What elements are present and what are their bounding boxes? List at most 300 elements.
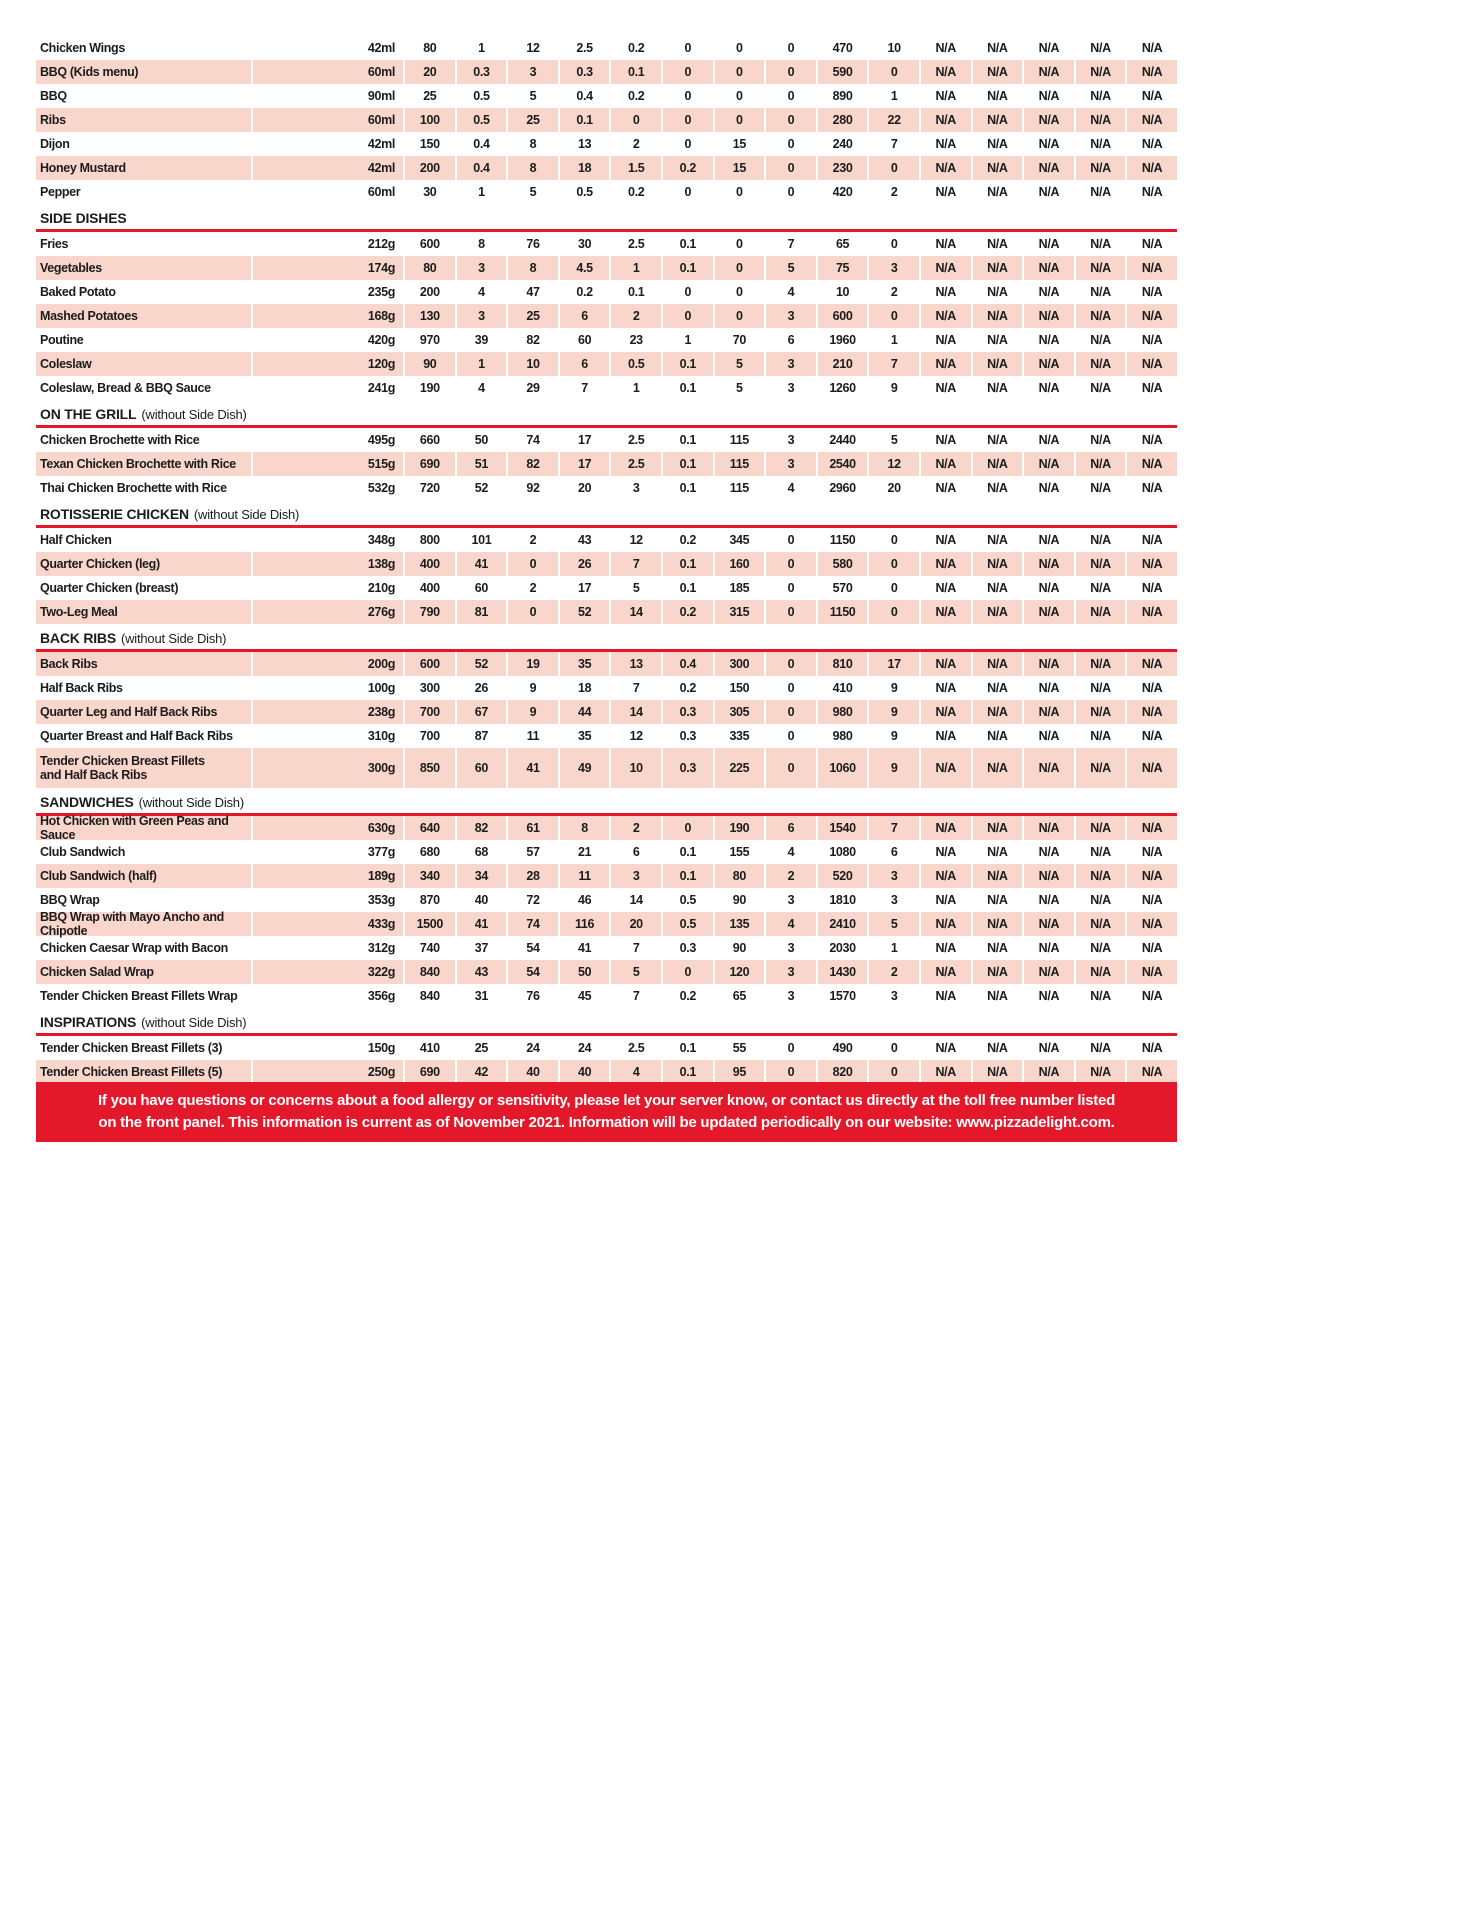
- nutrition-value: 115: [713, 476, 765, 500]
- nutrition-value: 0.2: [661, 600, 713, 624]
- nutrition-value: 1: [609, 376, 661, 400]
- nutrition-value: 24: [558, 1036, 610, 1060]
- nutrition-value: N/A: [1022, 452, 1074, 476]
- nutrition-value: 7: [867, 816, 919, 840]
- nutrition-value: 18: [558, 676, 610, 700]
- nutrition-value: 1: [455, 352, 507, 376]
- nutrition-value: N/A: [919, 528, 971, 552]
- nutrition-value: 680: [403, 840, 455, 864]
- nutrition-value: N/A: [1074, 676, 1126, 700]
- nutrition-value: 0.1: [661, 476, 713, 500]
- nutrition-value: N/A: [1022, 256, 1074, 280]
- nutrition-value: 3: [867, 864, 919, 888]
- nutrition-value: N/A: [1022, 960, 1074, 984]
- nutrition-value: 0: [764, 156, 816, 180]
- nutrition-value: N/A: [1074, 840, 1126, 864]
- nutrition-value: N/A: [1125, 132, 1177, 156]
- item-name: Half Back Ribs: [40, 680, 123, 695]
- nutrition-value: N/A: [971, 816, 1023, 840]
- nutrition-value: 3: [764, 452, 816, 476]
- nutrition-value: 46: [558, 888, 610, 912]
- nutrition-value: 2.5: [558, 36, 610, 60]
- section-title: INSPIRATIONS: [40, 1014, 137, 1030]
- nutrition-value: 20: [558, 476, 610, 500]
- nutrition-value: 0: [713, 84, 765, 108]
- nutrition-value: 40: [558, 1060, 610, 1084]
- nutrition-value: N/A: [1022, 652, 1074, 676]
- nutrition-value: 0.5: [661, 912, 713, 936]
- nutrition-value: 0.1: [661, 864, 713, 888]
- nutrition-value: 3: [506, 60, 558, 84]
- serving-size: 42ml: [251, 132, 403, 156]
- nutrition-value: 840: [403, 984, 455, 1008]
- item-name: Chicken Caesar Wrap with Bacon: [40, 940, 228, 955]
- nutrition-value: N/A: [1074, 700, 1126, 724]
- nutrition-value: N/A: [1125, 984, 1177, 1008]
- nutrition-value: 0: [661, 60, 713, 84]
- nutrition-value: N/A: [1125, 936, 1177, 960]
- nutrition-value: 300: [713, 652, 765, 676]
- nutrition-value: N/A: [1022, 888, 1074, 912]
- nutrition-value: 0.5: [558, 180, 610, 204]
- nutrition-value: 52: [455, 476, 507, 500]
- section-subtitle: (without Side Dish): [141, 407, 247, 422]
- nutrition-value: N/A: [1125, 108, 1177, 132]
- nutrition-value: N/A: [971, 576, 1023, 600]
- nutrition-value: 0: [713, 60, 765, 84]
- nutrition-value: 1: [455, 180, 507, 204]
- nutrition-value: 155: [713, 840, 765, 864]
- nutrition-value: 72: [506, 888, 558, 912]
- table-row: [36, 813, 1177, 842]
- nutrition-value: 0.3: [455, 60, 507, 84]
- allergy-notice-line1: If you have questions or concerns about a food allergy or sensitivity, please let your server know, or contact us directly at the toll free number listed: [97, 1092, 1116, 1109]
- nutrition-value: N/A: [1074, 912, 1126, 936]
- nutrition-value: 9: [867, 748, 919, 788]
- nutrition-value: 590: [816, 60, 868, 84]
- nutrition-value: N/A: [919, 376, 971, 400]
- nutrition-value: N/A: [1074, 132, 1126, 156]
- serving-size: 90ml: [251, 84, 403, 108]
- table-row: [36, 888, 1177, 912]
- nutrition-value: N/A: [971, 936, 1023, 960]
- nutrition-value: 2: [506, 528, 558, 552]
- nutrition-value: N/A: [1022, 576, 1074, 600]
- nutrition-value: 0: [609, 108, 661, 132]
- nutrition-value: 0.2: [558, 280, 610, 304]
- nutrition-value: 600: [403, 652, 455, 676]
- nutrition-table: [36, 36, 1177, 1084]
- nutrition-value: N/A: [971, 864, 1023, 888]
- serving-size: 235g: [251, 280, 403, 304]
- nutrition-value: N/A: [919, 912, 971, 936]
- nutrition-value: 520: [816, 864, 868, 888]
- nutrition-value: 55: [713, 1036, 765, 1060]
- nutrition-value: 210: [816, 352, 868, 376]
- nutrition-value: 0: [506, 552, 558, 576]
- nutrition-value: 280: [816, 108, 868, 132]
- nutrition-value: 2410: [816, 912, 868, 936]
- nutrition-value: 150: [403, 132, 455, 156]
- item-name: Coleslaw, Bread & BBQ Sauce: [40, 380, 211, 395]
- nutrition-value: N/A: [1022, 936, 1074, 960]
- nutrition-value: N/A: [1125, 676, 1177, 700]
- nutrition-value: 850: [403, 748, 455, 788]
- nutrition-value: 2: [609, 132, 661, 156]
- nutrition-value: 10: [506, 352, 558, 376]
- nutrition-value: 1: [609, 256, 661, 280]
- nutrition-value: 0: [867, 304, 919, 328]
- serving-size: 150g: [251, 1036, 403, 1060]
- nutrition-value: 0: [764, 528, 816, 552]
- nutrition-value: 0.3: [661, 936, 713, 960]
- nutrition-value: N/A: [971, 452, 1023, 476]
- nutrition-value: 0: [713, 256, 765, 280]
- nutrition-value: 2.5: [609, 452, 661, 476]
- item-name: Coleslaw: [40, 356, 92, 371]
- nutrition-value: 29: [506, 376, 558, 400]
- section-header: [36, 204, 1177, 229]
- nutrition-value: 9: [867, 700, 919, 724]
- nutrition-value: 6: [764, 328, 816, 352]
- nutrition-value: 15: [713, 132, 765, 156]
- section-header: [36, 1008, 1177, 1033]
- nutrition-value: 690: [403, 1060, 455, 1084]
- nutrition-value: 3: [764, 428, 816, 452]
- nutrition-value: 3: [764, 936, 816, 960]
- nutrition-value: 0.1: [558, 108, 610, 132]
- nutrition-value: 0: [713, 304, 765, 328]
- nutrition-value: N/A: [1022, 180, 1074, 204]
- serving-size: 630g: [251, 816, 403, 840]
- nutrition-value: 4: [764, 912, 816, 936]
- nutrition-value: 35: [558, 724, 610, 748]
- nutrition-value: 0: [713, 180, 765, 204]
- nutrition-value: 790: [403, 600, 455, 624]
- nutrition-value: 1500: [403, 912, 455, 936]
- nutrition-value: N/A: [1022, 60, 1074, 84]
- nutrition-value: 1: [867, 84, 919, 108]
- table-row: [36, 724, 1177, 748]
- item-name: BBQ (Kids menu): [40, 64, 139, 79]
- section-header: [36, 788, 1177, 813]
- nutrition-value: 87: [455, 724, 507, 748]
- section-header: [36, 500, 1177, 525]
- nutrition-value: 410: [816, 676, 868, 700]
- table-row: [36, 452, 1177, 476]
- nutrition-value: 230: [816, 156, 868, 180]
- nutrition-value: 30: [403, 180, 455, 204]
- nutrition-value: 980: [816, 700, 868, 724]
- table-row: [36, 428, 1177, 452]
- nutrition-value: N/A: [1125, 840, 1177, 864]
- nutrition-value: 0.1: [661, 452, 713, 476]
- nutrition-value: 700: [403, 724, 455, 748]
- nutrition-value: 90: [713, 888, 765, 912]
- nutrition-value: 0.1: [661, 428, 713, 452]
- nutrition-value: N/A: [1074, 576, 1126, 600]
- serving-size: 300g: [251, 748, 403, 788]
- item-name: BBQ Wrap: [40, 892, 100, 907]
- nutrition-value: 65: [713, 984, 765, 1008]
- nutrition-value: 0: [764, 724, 816, 748]
- nutrition-value: 21: [558, 840, 610, 864]
- nutrition-value: N/A: [1074, 376, 1126, 400]
- section-header: [36, 400, 1177, 425]
- nutrition-value: N/A: [1125, 912, 1177, 936]
- nutrition-value: 23: [609, 328, 661, 352]
- nutrition-value: 25: [403, 84, 455, 108]
- nutrition-value: 41: [558, 936, 610, 960]
- nutrition-value: 20: [867, 476, 919, 500]
- table-row: [36, 676, 1177, 700]
- nutrition-value: 135: [713, 912, 765, 936]
- nutrition-value: 1060: [816, 748, 868, 788]
- serving-size: 42ml: [251, 36, 403, 60]
- item-name: Quarter Chicken (leg): [40, 556, 160, 571]
- nutrition-value: 26: [558, 552, 610, 576]
- item-name: BBQ: [40, 88, 67, 103]
- nutrition-value: 0: [764, 748, 816, 788]
- nutrition-value: 0.5: [661, 888, 713, 912]
- item-name: Back Ribs: [40, 656, 98, 671]
- nutrition-value: N/A: [971, 232, 1023, 256]
- nutrition-value: N/A: [1074, 304, 1126, 328]
- nutrition-value: N/A: [1022, 232, 1074, 256]
- nutrition-value: 0.1: [661, 840, 713, 864]
- nutrition-value: N/A: [1074, 652, 1126, 676]
- nutrition-value: N/A: [971, 552, 1023, 576]
- nutrition-value: N/A: [971, 888, 1023, 912]
- nutrition-value: N/A: [1125, 452, 1177, 476]
- table-row: [36, 1036, 1177, 1060]
- nutrition-value: N/A: [1074, 476, 1126, 500]
- nutrition-value: N/A: [919, 724, 971, 748]
- serving-size: 276g: [251, 600, 403, 624]
- nutrition-value: N/A: [1125, 280, 1177, 304]
- nutrition-value: 1260: [816, 376, 868, 400]
- nutrition-value: N/A: [971, 528, 1023, 552]
- nutrition-value: 65: [816, 232, 868, 256]
- nutrition-value: N/A: [1022, 748, 1074, 788]
- nutrition-value: 2: [867, 960, 919, 984]
- nutrition-value: 45: [558, 984, 610, 1008]
- nutrition-value: 4: [764, 476, 816, 500]
- nutrition-value: 12: [609, 528, 661, 552]
- serving-size: 420g: [251, 328, 403, 352]
- nutrition-value: 9: [867, 676, 919, 700]
- nutrition-value: 0: [764, 600, 816, 624]
- nutrition-value: 8: [455, 232, 507, 256]
- nutrition-value: 74: [506, 428, 558, 452]
- nutrition-value: 5: [609, 576, 661, 600]
- item-name: Honey Mustard: [40, 160, 126, 175]
- nutrition-value: 3: [764, 352, 816, 376]
- nutrition-value: N/A: [1125, 476, 1177, 500]
- nutrition-value: 92: [506, 476, 558, 500]
- nutrition-value: 2440: [816, 428, 868, 452]
- nutrition-value: N/A: [1074, 984, 1126, 1008]
- serving-size: 310g: [251, 724, 403, 748]
- nutrition-value: 3: [764, 960, 816, 984]
- nutrition-value: N/A: [1074, 84, 1126, 108]
- nutrition-value: 50: [558, 960, 610, 984]
- nutrition-value: 2540: [816, 452, 868, 476]
- item-name: Chicken Wings: [40, 40, 125, 55]
- nutrition-value: 17: [867, 652, 919, 676]
- table-row: [36, 352, 1177, 376]
- nutrition-value: 4: [609, 1060, 661, 1084]
- nutrition-value: 3: [764, 376, 816, 400]
- nutrition-value: 14: [609, 888, 661, 912]
- nutrition-value: 0: [661, 304, 713, 328]
- nutrition-value: 0.1: [661, 376, 713, 400]
- nutrition-value: N/A: [1125, 600, 1177, 624]
- item-name: Tender Chicken Breast Fillets and Half Back Ribs: [40, 753, 205, 782]
- nutrition-value: 870: [403, 888, 455, 912]
- table-row: [36, 864, 1177, 888]
- nutrition-value: N/A: [971, 600, 1023, 624]
- nutrition-value: N/A: [1022, 816, 1074, 840]
- nutrition-value: 3: [764, 304, 816, 328]
- nutrition-value: 11: [506, 724, 558, 748]
- table-row: [36, 256, 1177, 280]
- nutrition-value: 300: [403, 676, 455, 700]
- serving-size: 515g: [251, 452, 403, 476]
- nutrition-value: 49: [558, 748, 610, 788]
- nutrition-value: 14: [609, 700, 661, 724]
- nutrition-value: 76: [506, 984, 558, 1008]
- table-row: [36, 600, 1177, 624]
- table-row: [36, 280, 1177, 304]
- nutrition-value: 0: [867, 600, 919, 624]
- item-name: Tender Chicken Breast Fillets (5): [40, 1064, 223, 1079]
- nutrition-value: 0: [661, 84, 713, 108]
- nutrition-value: 2.5: [609, 1036, 661, 1060]
- nutrition-value: 19: [506, 652, 558, 676]
- item-name: Two-Leg Meal: [40, 604, 118, 619]
- nutrition-value: 130: [403, 304, 455, 328]
- nutrition-value: N/A: [919, 280, 971, 304]
- nutrition-value: 68: [455, 840, 507, 864]
- nutrition-value: N/A: [919, 328, 971, 352]
- nutrition-value: N/A: [1074, 60, 1126, 84]
- nutrition-value: 4: [764, 280, 816, 304]
- nutrition-value: 116: [558, 912, 610, 936]
- nutrition-value: 17: [558, 428, 610, 452]
- nutrition-value: N/A: [919, 1060, 971, 1084]
- nutrition-value: 50: [455, 428, 507, 452]
- nutrition-value: 0.1: [661, 1036, 713, 1060]
- nutrition-value: 7: [609, 936, 661, 960]
- nutrition-value: 0.4: [455, 156, 507, 180]
- nutrition-value: N/A: [971, 912, 1023, 936]
- nutrition-value: 0.5: [455, 108, 507, 132]
- nutrition-value: 11: [558, 864, 610, 888]
- nutrition-value: N/A: [1022, 600, 1074, 624]
- nutrition-value: N/A: [1125, 36, 1177, 60]
- nutrition-value: 82: [506, 328, 558, 352]
- nutrition-value: 20: [403, 60, 455, 84]
- nutrition-value: 1570: [816, 984, 868, 1008]
- nutrition-value: 5: [867, 428, 919, 452]
- nutrition-value: 980: [816, 724, 868, 748]
- nutrition-value: N/A: [1125, 552, 1177, 576]
- nutrition-value: N/A: [919, 748, 971, 788]
- item-name: Quarter Breast and Half Back Ribs: [40, 728, 233, 743]
- nutrition-value: 8: [506, 156, 558, 180]
- nutrition-value: N/A: [919, 304, 971, 328]
- nutrition-value: N/A: [919, 452, 971, 476]
- nutrition-value: 13: [609, 652, 661, 676]
- nutrition-value: 0: [764, 676, 816, 700]
- table-row: [36, 528, 1177, 552]
- item-name: Pepper: [40, 184, 81, 199]
- item-name: Chicken Salad Wrap: [40, 964, 154, 979]
- nutrition-value: 200: [403, 280, 455, 304]
- nutrition-value: 190: [403, 376, 455, 400]
- nutrition-value: N/A: [971, 84, 1023, 108]
- nutrition-value: 0: [867, 528, 919, 552]
- nutrition-value: 43: [558, 528, 610, 552]
- nutrition-value: 0.1: [661, 1060, 713, 1084]
- nutrition-value: 0: [713, 232, 765, 256]
- serving-size: 100g: [251, 676, 403, 700]
- nutrition-value: N/A: [1022, 84, 1074, 108]
- nutrition-value: 1: [455, 36, 507, 60]
- nutrition-value: 240: [816, 132, 868, 156]
- nutrition-value: 740: [403, 936, 455, 960]
- nutrition-value: N/A: [1022, 528, 1074, 552]
- nutrition-value: N/A: [971, 724, 1023, 748]
- nutrition-value: N/A: [1074, 1060, 1126, 1084]
- nutrition-value: 51: [455, 452, 507, 476]
- nutrition-value: 22: [867, 108, 919, 132]
- item-name: Mashed Potatoes: [40, 308, 138, 323]
- nutrition-value: 52: [558, 600, 610, 624]
- nutrition-value: 81: [455, 600, 507, 624]
- nutrition-value: 5: [506, 180, 558, 204]
- nutrition-value: 60: [455, 748, 507, 788]
- nutrition-value: 5: [506, 84, 558, 108]
- nutrition-value: 1: [867, 936, 919, 960]
- nutrition-value: 2: [867, 280, 919, 304]
- table-row: [36, 304, 1177, 328]
- nutrition-value: 0.1: [661, 576, 713, 600]
- nutrition-value: 1080: [816, 840, 868, 864]
- nutrition-value: N/A: [1074, 936, 1126, 960]
- nutrition-value: 41: [455, 912, 507, 936]
- item-name: Tender Chicken Breast Fillets Wrap: [40, 988, 238, 1003]
- nutrition-value: 6: [609, 840, 661, 864]
- table-row: [36, 376, 1177, 400]
- nutrition-value: 2: [609, 816, 661, 840]
- serving-size: 353g: [251, 888, 403, 912]
- nutrition-value: N/A: [919, 60, 971, 84]
- nutrition-value: 400: [403, 576, 455, 600]
- nutrition-value: N/A: [1125, 528, 1177, 552]
- serving-size: 433g: [251, 912, 403, 936]
- nutrition-value: 25: [506, 304, 558, 328]
- serving-size: 241g: [251, 376, 403, 400]
- nutrition-value: 43: [455, 960, 507, 984]
- nutrition-value: 3: [609, 476, 661, 500]
- table-row: [36, 156, 1177, 180]
- nutrition-value: 67: [455, 700, 507, 724]
- nutrition-value: N/A: [1074, 528, 1126, 552]
- nutrition-value: N/A: [919, 552, 971, 576]
- nutrition-value: 3: [764, 984, 816, 1008]
